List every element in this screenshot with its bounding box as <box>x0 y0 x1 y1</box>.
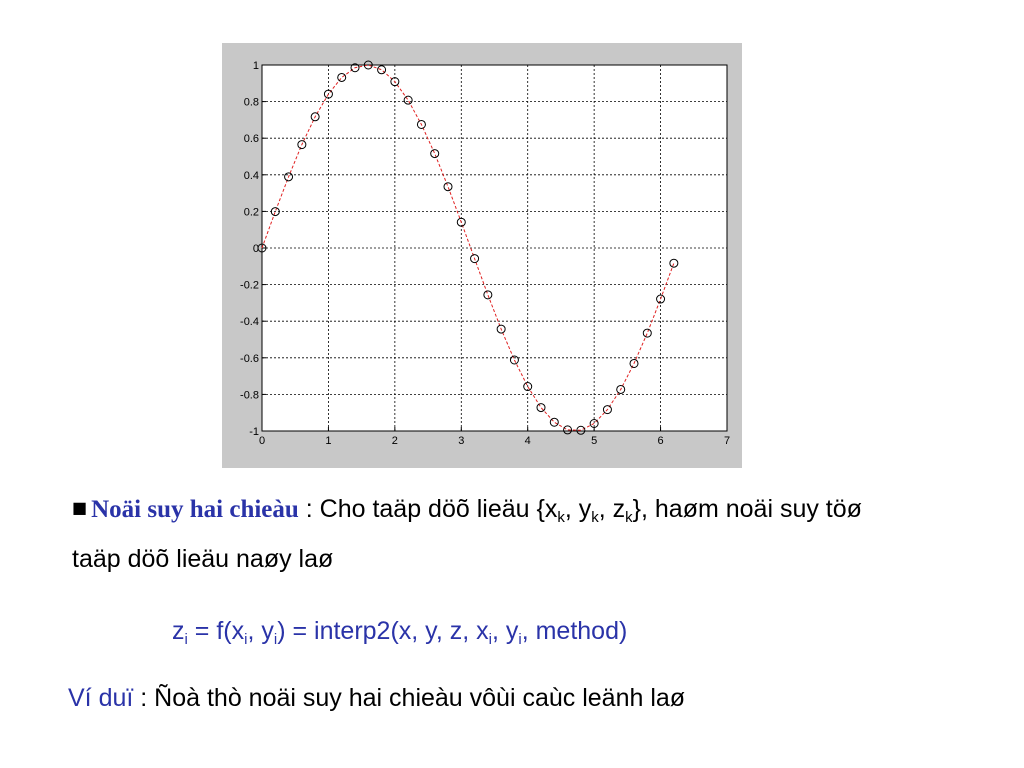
sine-interpolation-figure <box>222 43 742 468</box>
formula-b: = f(x <box>187 617 245 645</box>
example-line <box>68 684 685 713</box>
subscript-k-3: k <box>625 509 633 526</box>
y-tick-label: -0.6 <box>240 352 259 365</box>
formula-sub-4: i <box>488 631 492 648</box>
example-text: : Ñoà thò noäi suy hai chieàu vôùi caùc leänh laø <box>133 684 686 712</box>
formula-f: , method) <box>521 617 628 645</box>
x-tick-label: 2 <box>391 435 398 447</box>
y-tick-label: 0.2 <box>243 206 259 219</box>
formula-sub-3: i <box>273 631 278 648</box>
line1-text-c: , z <box>598 495 626 523</box>
subscript-k-2: k <box>591 509 599 526</box>
interp2-formula <box>172 617 627 646</box>
y-tick-label: 0.4 <box>243 169 259 182</box>
subscript-k-1: k <box>557 509 565 526</box>
y-tick-label: -0.2 <box>240 279 259 292</box>
y-tick-label: 0.8 <box>243 96 259 109</box>
line1-text-a: : Cho taäp döõ lieäu {x <box>298 495 558 523</box>
formula-sub-5: i <box>518 631 522 648</box>
x-tick-label: 3 <box>458 435 465 447</box>
x-tick-label: 4 <box>524 435 531 447</box>
bullet-paragraph-line-1 <box>72 495 862 524</box>
y-tick-label: -1 <box>249 426 259 438</box>
bullet-paragraph-line-2: taäp döõ lieäu naøy laø <box>72 545 334 573</box>
x-tick-label: 7 <box>723 435 731 447</box>
formula-e: , y <box>491 617 519 645</box>
y-tick-label: -0.8 <box>240 389 259 402</box>
formula-sub-1: i <box>184 631 188 648</box>
example-label: Ví duï <box>68 684 134 712</box>
plot-axes <box>240 60 730 447</box>
x-tick-label: 0 <box>258 435 266 447</box>
x-tick-label: 5 <box>591 435 598 447</box>
y-tick-label: 1 <box>252 60 259 72</box>
line1-text-d: }, haøm noäi suy töø <box>632 495 862 523</box>
y-tick-label: 0 <box>252 243 259 255</box>
formula-c: , y <box>247 617 274 645</box>
line1-text-b: , y <box>564 495 592 523</box>
formula-a: z <box>172 617 185 645</box>
x-tick-label: 6 <box>657 435 664 447</box>
bullet-icon: ■ <box>72 498 88 517</box>
y-tick-label: 0.6 <box>243 133 259 146</box>
formula-d: ) = interp2(x, y, z, x <box>277 617 489 645</box>
formula-sub-2: i <box>244 631 248 648</box>
y-tick-label: -0.4 <box>240 316 259 329</box>
section-title: Noäi suy hai chieàu <box>91 496 299 523</box>
x-tick-label: 1 <box>325 435 332 447</box>
